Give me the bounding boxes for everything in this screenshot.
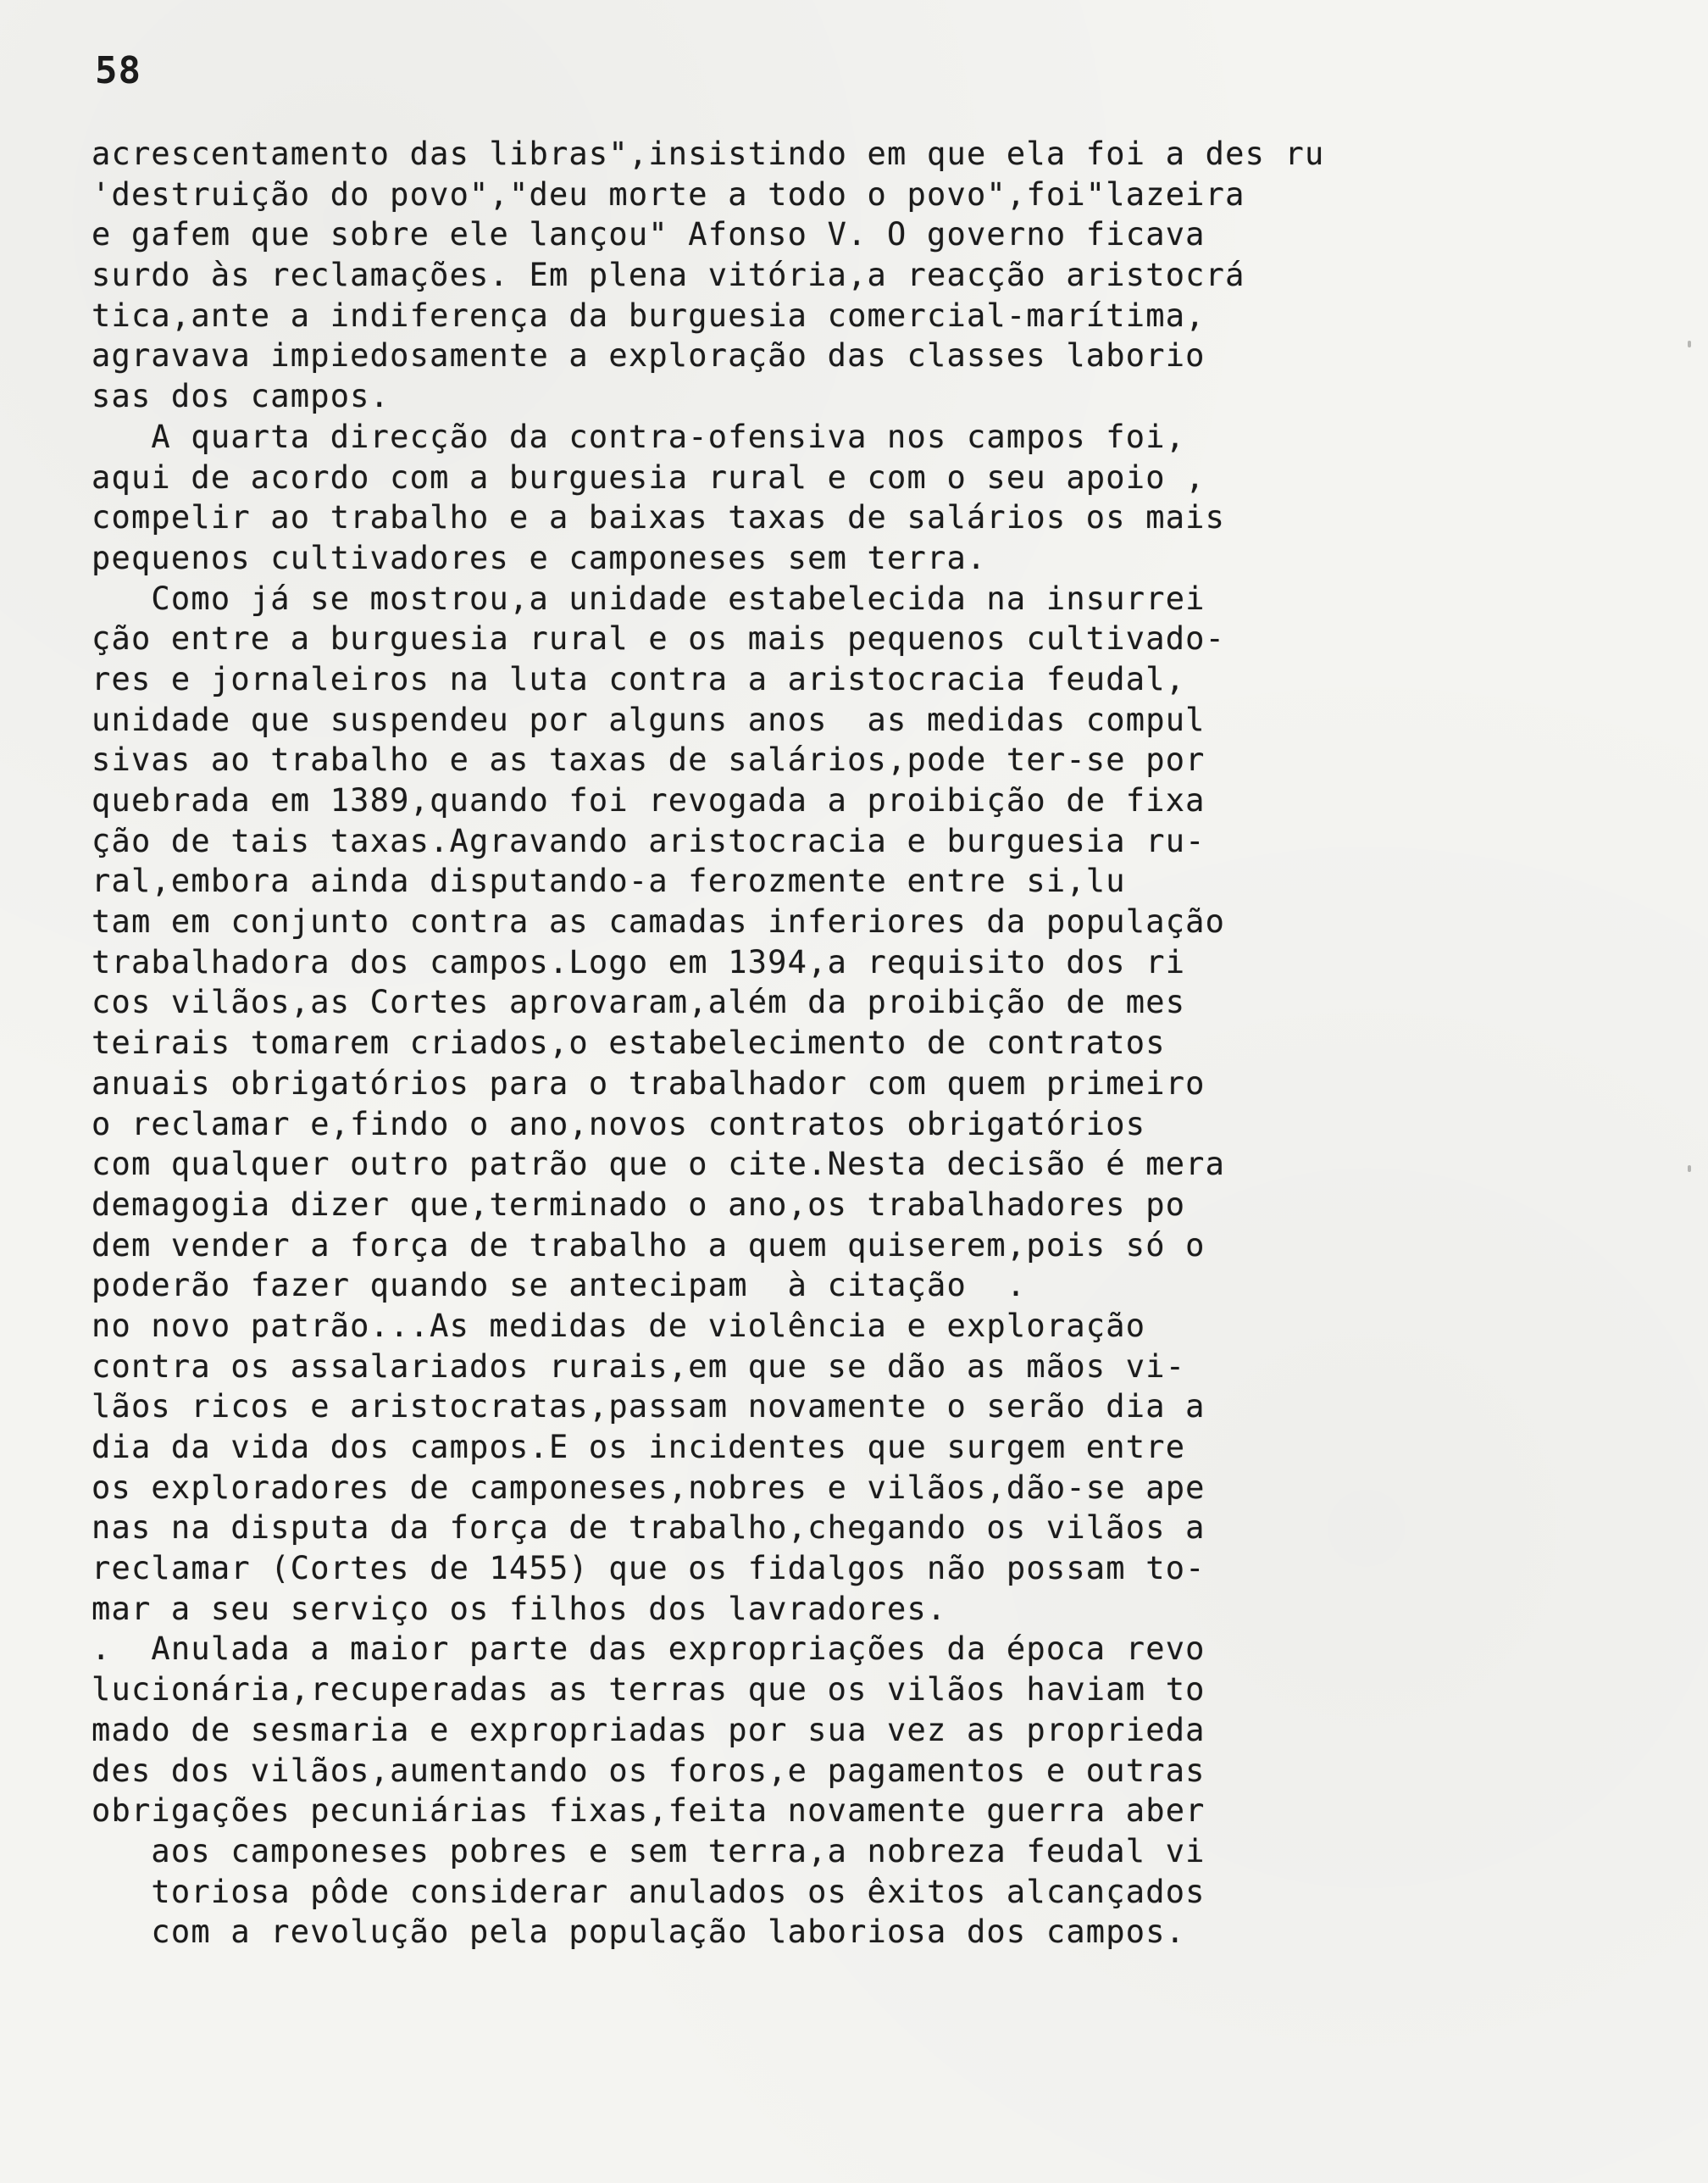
body-text — [92, 134, 1684, 1952]
text-line: dem vender a força de trabalho a quem quiserem,pois só o — [92, 1226, 1206, 1264]
text-line: com qualquer outro patrão que o cite.Nesta decisão é mera — [92, 1146, 1226, 1183]
text-line: aqui de acordo com a burguesia rural e com o seu apoio , — [92, 458, 1206, 496]
text-line: demagogia dizer que,terminado o ano,os trabalhadores po — [92, 1186, 1186, 1223]
text-line: obrigações pecuniárias fixas,feita novamente guerra aber — [92, 1792, 1206, 1830]
text-line: trabalhadora dos campos.Logo em 1394,a requisito dos ri — [92, 943, 1186, 980]
text-line: e gafem que sobre ele lançou" Afonso V. O governo ficava — [92, 216, 1206, 253]
text-line: teirais tomarem criados,o estabelecimento de contratos — [92, 1025, 1166, 1062]
text-line: des dos vilãos,aumentando os foros,e pagamentos e outras — [92, 1752, 1206, 1789]
text-line: A quarta direcção da contra-ofensiva nos campos foi, — [92, 418, 1186, 455]
text-line: acrescentamento das libras",insistindo em que ela foi a des ru — [92, 136, 1325, 172]
text-line: sivas ao trabalho e as taxas de salários,pode ter-se por — [92, 742, 1206, 779]
text-line: res e jornaleiros na luta contra a aristocracia feudal, — [92, 660, 1186, 697]
text-line: poderão fazer quando se antecipam à citação . — [92, 1267, 1027, 1304]
text-line: no novo patrão...As medidas de violência e exploração — [92, 1307, 1146, 1344]
text-line: toriosa pôde considerar anulados os êxitos alcançados — [92, 1873, 1206, 1910]
text-line: ral,embora ainda disputando-a ferozmente entre si,lu — [92, 863, 1126, 900]
text-line: anuais obrigatórios para o trabalhador com quem primeiro — [92, 1064, 1206, 1102]
text-line: tam em conjunto contra as camadas inferiores da população — [92, 903, 1226, 941]
text-line: . Anulada a maior parte das expropriações da época revo — [92, 1630, 1206, 1668]
text-line: 'destruição do povo","deu morte a todo o povo",foi"lazeira — [92, 175, 1245, 213]
text-line: reclamar (Cortes de 1455) que os fidalgos não possam to- — [92, 1550, 1206, 1587]
text-line: contra os assalariados rurais,em que se dão as mãos vi- — [92, 1347, 1186, 1385]
text-line: unidade que suspendeu por alguns anos as medidas compul — [92, 701, 1206, 738]
text-line: lãos ricos e aristocratas,passam novamente o serão dia a — [92, 1388, 1206, 1425]
text-line: aos camponeses pobres e sem terra,a nobreza feudal vi — [92, 1832, 1206, 1869]
text-line: ção de tais taxas.Agravando aristocracia e burguesia ru- — [92, 822, 1206, 859]
text-line: os exploradores de camponeses,nobres e vilãos,dão-se ape — [92, 1469, 1206, 1506]
page-number: 58 — [95, 49, 141, 92]
scan-mark — [1688, 1165, 1691, 1172]
text-line: lucionária,recuperadas as terras que os vilãos haviam to — [92, 1671, 1206, 1708]
text-line: nas na disputa da força de trabalho,chegando os vilãos a — [92, 1509, 1206, 1547]
scan-mark — [1688, 341, 1691, 347]
text-line: agravava impiedosamente a exploração das classes laborio — [92, 337, 1206, 375]
text-line: dia da vida dos campos.E os incidentes que surgem entre — [92, 1429, 1186, 1465]
text-line: pequenos cultivadores e camponeses sem terra. — [92, 539, 987, 576]
text-line: mar a seu serviço os filhos dos lavradores. — [92, 1590, 947, 1627]
text-line: quebrada em 1389,quando foi revogada a proibição de fixa — [92, 782, 1206, 819]
text-line: o reclamar e,findo o ano,novos contratos obrigatórios — [92, 1105, 1146, 1142]
text-line: surdo às reclamações. Em plena vitória,a reacção aristocrá — [92, 257, 1245, 294]
text-line: Como já se mostrou,a unidade estabelecida na insurrei — [92, 580, 1206, 617]
text-line: mado de sesmaria e expropriadas por sua vez as proprieda — [92, 1711, 1206, 1748]
text-line: cos vilãos,as Cortes aprovaram,além da proibição de mes — [92, 984, 1186, 1021]
text-line: ção entre a burguesia rural e os mais pequenos cultivado- — [92, 620, 1226, 658]
text-line: sas dos campos. — [92, 378, 391, 415]
text-line: compelir ao trabalho e a baixas taxas de salários os mais — [92, 499, 1226, 536]
text-line: tica,ante a indiferença da burguesia comercial-marítima, — [92, 297, 1206, 334]
text-line: com a revolução pela população laboriosa dos campos. — [92, 1914, 1186, 1951]
